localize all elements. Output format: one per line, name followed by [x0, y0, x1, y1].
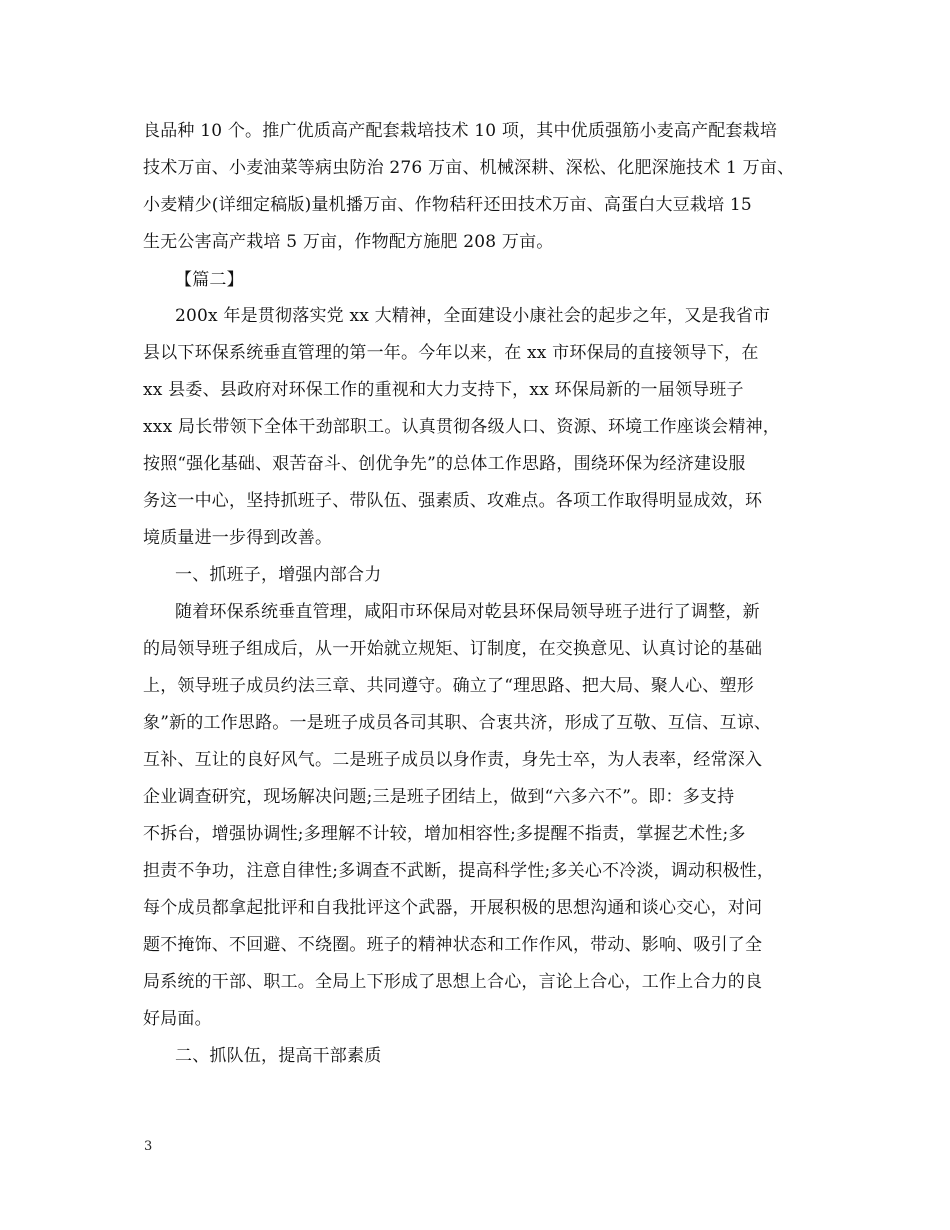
text-line: 随着环保系统垂直管理，咸阳市环保局对乾县环保局领导班子进行了调整，新: [175, 602, 760, 622]
text-line: 象”新的工作思路。一是班子成员各司其职、合衷共济，形成了互敬、互信、互谅、: [143, 713, 772, 733]
text-line: 不拆台，增强协调性;多理解不计较，增加相容性;多提醒不指责，掌握艺术性;多: [143, 824, 746, 844]
text-line: 互补、互让的良好风气。二是班子成员以身作责，身先士卒，为人表率，经常深入: [143, 750, 763, 770]
text-line: 境质量进一步得到改善。: [143, 528, 333, 548]
text-line: 每个成员都拿起批评和自我批评这个武器，开展积极的思想沟通和谈心交心，对问: [143, 898, 763, 918]
subsection-heading: 二、抓队伍，提高干部素质: [175, 1046, 382, 1066]
subsection-heading: 一、抓班子，增强内部合力: [175, 565, 382, 585]
section-heading: 【篇二】: [175, 270, 244, 290]
text-line: 局系统的干部、职工。全局上下形成了思想上合心，言论上合心，工作上合力的良: [143, 972, 763, 992]
text-line: 好局面。: [143, 1009, 212, 1029]
text-line: 企业调查研究，现场解决问题;三是班子团结上，做到“六多六不”。即：多支持: [143, 787, 735, 807]
text-line: 技术万亩、小麦油菜等病虫防治 276 万亩、机械深耕、深松、化肥深施技术 1 万亩、: [143, 158, 795, 178]
text-line: 的局领导班子组成后，从一开始就立规矩、订制度，在交换意见、认真讨论的基础: [143, 639, 763, 659]
text-line: 上，领导班子成员约法三章、共同遵守。确立了“理思路、把大局、聚人心、塑形: [143, 676, 754, 696]
text-line: 生无公害高产栽培 5 万亩，作物配方施肥 208 万亩。: [143, 232, 554, 252]
text-line: 200x 年是贯彻落实党 xx 大精神，全面建设小康社会的起步之年，又是我省市: [175, 306, 771, 326]
text-line: 小麦精少(详细定稿版)量机播万亩、作物秸秆还田技术万亩、高蛋白大豆栽培 15: [143, 195, 752, 215]
text-line: xx 县委、县政府对环保工作的重视和大力支持下，xx 环保局新的一届领导班子: [143, 380, 744, 400]
text-line: 务这一中心，坚持抓班子、带队伍、强素质、攻难点。各项工作取得明显成效，环: [143, 491, 763, 511]
text-line: 县以下环保系统垂直管理的第一年。今年以来，在 xx 市环保局的直接领导下，在: [143, 343, 759, 363]
text-line: xxx 局长带领下全体干劲部职工。认真贯彻各级人口、资源、环境工作座谈会精神，: [143, 417, 780, 437]
text-line: 担责不争功，注意自律性;多调查不武断，提高科学性;多关心不冷淡，调动积极性，: [143, 861, 775, 881]
text-line: 良品种 10 个。推广优质高产配套栽培技术 10 项，其中优质强筋小麦高产配套栽培: [143, 121, 778, 141]
page-number: 3: [144, 1139, 153, 1154]
text-line: 题不掩饰、不回避、不绕圈。班子的精神状态和工作作风，带动、影响、吸引了全: [143, 935, 763, 955]
text-line: 按照“强化基础、艰苦奋斗、创优争先”的总体工作思路，围绕环保为经济建设服: [143, 454, 746, 474]
